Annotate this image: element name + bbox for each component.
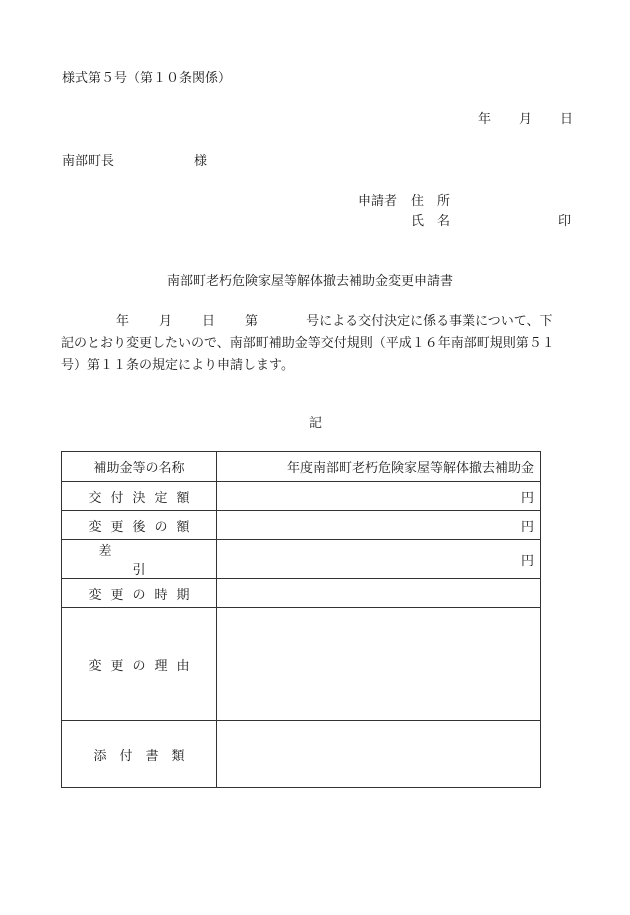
body-line-2: 記のとおり変更したいので、南部町補助金等交付規則（平成１６年南部町規則第５１ [61, 336, 555, 351]
ki-label: 記 [309, 416, 323, 431]
body-dai: 第 [245, 314, 259, 329]
row-value-difference[interactable]: 円 [217, 540, 541, 579]
date-year: 年 [478, 112, 492, 127]
form-number: 様式第５号（第１０条関係） [62, 71, 232, 86]
addressee-honorific: 様 [194, 154, 208, 169]
row-label-changed-amount: 変更後の額 [62, 511, 217, 540]
addressee [62, 150, 207, 169]
table-row [62, 482, 541, 511]
body-line-1 [61, 311, 575, 333]
row-label-subsidy-name: 補助金等の名称 [62, 452, 217, 482]
row-label-attachments: 添付書類 [62, 721, 217, 788]
row-value-attachments[interactable] [217, 721, 541, 788]
submission-date [478, 108, 573, 127]
table-row [62, 511, 541, 540]
row-label-change-reason: 変更の理由 [62, 608, 217, 721]
document-title: 南部町老朽危険家屋等解体撤去補助金変更申請書 [167, 274, 454, 289]
table-row [62, 721, 541, 788]
row-value-subsidy-name[interactable]: 年度南部町老朽危険家屋等解体撤去補助金 [217, 452, 541, 482]
detail-table [61, 451, 541, 788]
row-label-decided-amount: 交付決定額 [62, 482, 217, 511]
row-label-difference: 差引 [62, 540, 217, 579]
applicant-role: 申請者 [358, 194, 398, 209]
row-value-change-timing[interactable] [217, 579, 541, 608]
row-label-change-timing: 変更の時期 [62, 579, 217, 608]
addressee-name: 南部町長 [62, 154, 115, 169]
row-value-changed-amount[interactable]: 円 [217, 511, 541, 540]
applicant-address [358, 190, 450, 209]
table-row [62, 608, 541, 721]
body-paragraph [61, 311, 575, 377]
table-row [62, 579, 541, 608]
body-line-3: 号）第１１条の規定により申請します。 [61, 358, 294, 373]
seal-mark: 印 [558, 214, 572, 229]
body-day: 日 [202, 314, 216, 329]
table-row [62, 452, 541, 482]
row-value-change-reason[interactable] [217, 608, 541, 721]
body-month: 月 [159, 314, 173, 329]
row-value-decided-amount[interactable]: 円 [217, 482, 541, 511]
date-day: 日 [560, 112, 574, 127]
date-month: 月 [519, 112, 533, 127]
applicant-name-label: 氏 名 [411, 214, 451, 229]
body-year: 年 [116, 314, 130, 329]
table-row [62, 540, 541, 579]
applicant-name [411, 210, 450, 229]
applicant-address-label: 住 所 [411, 194, 451, 209]
body-line-1-rest: 号による交付決定に係る事業について、下 [306, 314, 553, 329]
